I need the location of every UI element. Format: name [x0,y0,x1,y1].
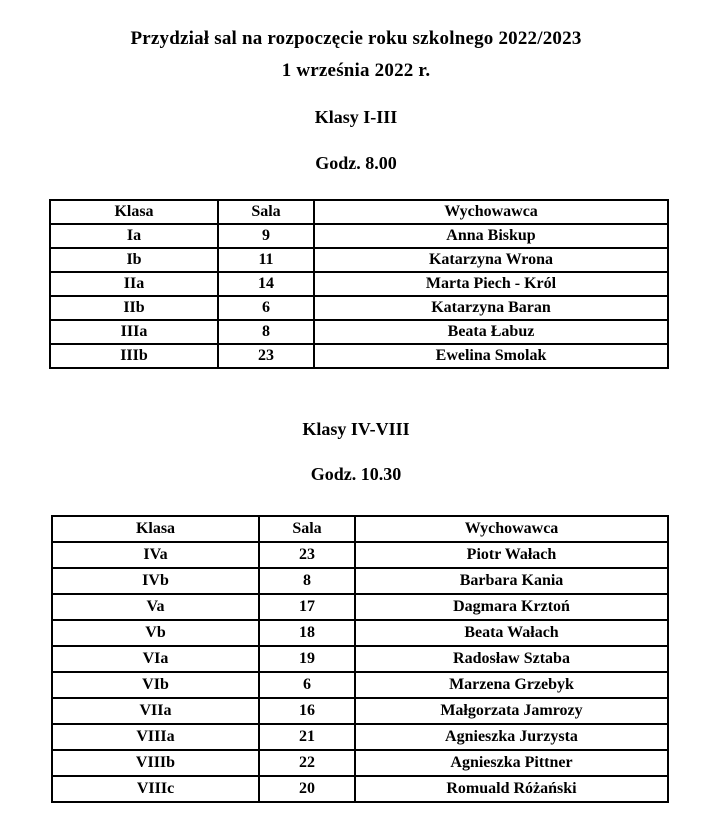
table-cell: 22 [259,750,355,776]
table-row [52,594,668,620]
table-cell: Beata Wałach [355,620,668,646]
column-header: Wychowawca [355,516,668,542]
table-cell: IIIb [50,344,218,368]
column-header: Sala [259,516,355,542]
table-cell: Barbara Kania [355,568,668,594]
table-cell: IIIa [50,320,218,344]
table-row [50,224,668,248]
document-title-line1: Przydział sal na rozpoczęcie roku szkolnego 2022/2023 [130,28,582,49]
table-cell: VIIa [52,698,259,724]
table-cell: 6 [259,672,355,698]
table-row [52,672,668,698]
table-cell: Va [52,594,259,620]
table-cell: VIa [52,646,259,672]
table-cell: Małgorzata Jamrozy [355,698,668,724]
table-row [52,620,668,646]
table-cell: Ewelina Smolak [314,344,668,368]
table-cell: Beata Łabuz [314,320,668,344]
table-cell: IVb [52,568,259,594]
document-title-line2: 1 września 2022 r. [281,60,431,81]
table-cell: VIIIc [52,776,259,802]
table-cell: Ia [50,224,218,248]
table-cell: Agnieszka Pittner [355,750,668,776]
table-row [50,344,668,368]
table-cell: VIb [52,672,259,698]
table-cell: 17 [259,594,355,620]
column-header: Sala [218,200,314,224]
table-cell: 6 [218,296,314,320]
table-cell: Romuald Różański [355,776,668,802]
table-cell: Radosław Sztaba [355,646,668,672]
column-header: Klasa [52,516,259,542]
table-cell: Marta Piech - Król [314,272,668,296]
table-header-row [52,516,668,542]
table-cell: 21 [259,724,355,750]
table-row [52,776,668,802]
table-cell: Marzena Grzebyk [355,672,668,698]
table-row [52,646,668,672]
table-row [50,248,668,272]
table-cell: Dagmara Krztoń [355,594,668,620]
table-row [52,698,668,724]
table-row [50,296,668,320]
section-heading-klasy-4-8: Klasy IV-VIII [302,419,410,439]
table-cell: Katarzyna Baran [314,296,668,320]
room-assignment-table-klasy-1-3 [49,199,669,369]
table-cell: 11 [218,248,314,272]
table-cell: 20 [259,776,355,802]
table-row [50,320,668,344]
column-header: Wychowawca [314,200,668,224]
table-cell: Katarzyna Wrona [314,248,668,272]
table-cell: 18 [259,620,355,646]
table-cell: Anna Biskup [314,224,668,248]
table-cell: 23 [218,344,314,368]
table-cell: 8 [218,320,314,344]
table-cell: IIb [50,296,218,320]
table-row [52,750,668,776]
table-cell: VIIIa [52,724,259,750]
table-cell: IIa [50,272,218,296]
table-cell: Piotr Wałach [355,542,668,568]
table-cell: VIIIb [52,750,259,776]
room-assignment-table-klasy-4-8 [51,515,669,803]
table-cell: Vb [52,620,259,646]
table-row [52,542,668,568]
table-cell: 14 [218,272,314,296]
table-row [52,568,668,594]
table-row [52,724,668,750]
table-cell: 16 [259,698,355,724]
table-cell: IVa [52,542,259,568]
section-heading-klasy-1-3: Klasy I-III [314,107,398,127]
table-cell: Agnieszka Jurzysta [355,724,668,750]
table-cell: 8 [259,568,355,594]
table-row [50,272,668,296]
table-cell: 19 [259,646,355,672]
time-heading-klasy-1-3: Godz. 8.00 [315,153,397,173]
time-heading-klasy-4-8: Godz. 10.30 [310,464,402,484]
table-cell: 23 [259,542,355,568]
table-cell: Ib [50,248,218,272]
table-header-row [50,200,668,224]
column-header: Klasa [50,200,218,224]
table-cell: 9 [218,224,314,248]
